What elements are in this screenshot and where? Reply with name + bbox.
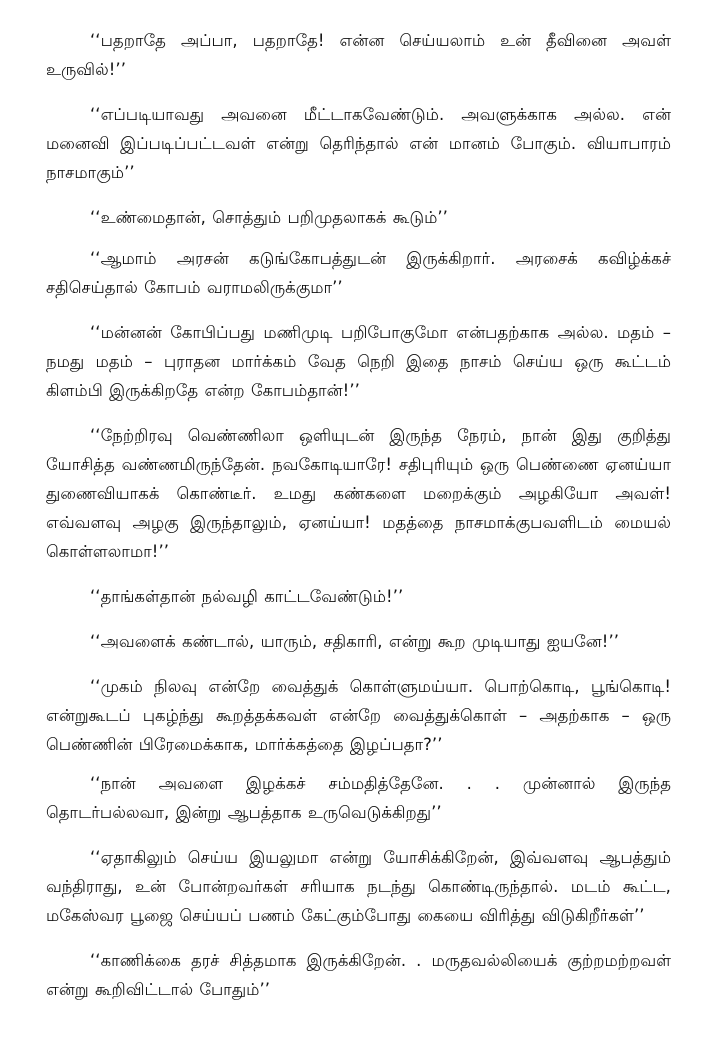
dialogue-paragraph: ‘‘மன்னன் கோபிப்பது மணிமுடி பறிபோகுமோ என்பதற்காக அல்ல. மதம் – நமது மதம் – புராதன மார்க்கம் வேத நெறி இதை நாசம் செய்ய ஒரு கூட்டம் கிளம்பி இருக்கிறதே என்ற கோபம்தான்!’’ xyxy=(46,323,671,400)
dialogue-paragraph: ‘‘தாங்கள்தான் நல்வழி காட்டவேண்டும்!’’ xyxy=(90,587,404,606)
dialogue-paragraph: ‘‘உண்மைதான், சொத்தும் பறிமுதலாகக் கூடும்’’ xyxy=(90,208,448,227)
dialogue-paragraph: ‘‘காணிக்கை தரச் சித்தமாக இருக்கிறேன். . மருதவல்லியைக் குற்றமற்றவள் என்று கூறிவிட்டால் போதும்’’ xyxy=(46,951,671,999)
dialogue-paragraph: ‘‘நேற்றிரவு வெண்ணிலா ஒளியுடன் இருந்த நேரம், நான் இது குறித்து யோசித்த வண்ணமிருந்தேன். நவகோடியாரே! சதிபுரியும் ஒரு பெண்ணை ஏனய்யா துணைவியாகக் கொண்டீர். உமது கண்களை மறைக்கும் அழகியோ அவள்! எவ்வளவு அழகு இருந்தாலும், ஏனய்யா! மதத்தை நாசமாக்குபவளிடம் மையல் கொள்ளலாமா!’’ xyxy=(46,426,671,561)
dialogue-paragraph: ‘‘ஆமாம் அரசன் கடுங்கோபத்துடன் இருக்கிறார். அரசைக் கவிழ்க்கச் சதிசெய்தால் கோபம் வராமலிருக்குமா’’ xyxy=(46,249,671,297)
dialogue-paragraph: ‘‘முகம் நிலவு என்றே வைத்துக் கொள்ளுமய்யா. பொற்கொடி, பூங்கொடி! என்றுகூடப் புகழ்ந்து கூறத்தக்கவள் என்றே வைத்துக்கொள் – அதற்காக – ஒரு பெண்ணின் பிரேமைக்காக, மார்க்கத்தை இழப்பதா?’’ xyxy=(46,677,671,754)
dialogue-paragraph: ‘‘நான் அவளை இழக்கச் சம்மதித்தேனே. . . முன்னால் இருந்த தொடர்பல்லவா, இன்று ஆபத்தாக உருவெடுக்கிறது’’ xyxy=(46,774,671,822)
dialogue-paragraph: ‘‘எப்படியாவது அவனை மீட்டாகவேண்டும். அவளுக்காக அல்ல. என் மனைவி இப்படிப்பட்டவள் என்று தெரிந்தால் என் மானம் போகும். வியாபாரம் நாசமாகும்’’ xyxy=(46,105,671,182)
dialogue-paragraph: ‘‘ஏதாகிலும் செய்ய இயலுமா என்று யோசிக்கிறேன், இவ்வளவு ஆபத்தும் வந்திராது, உன் போன்றவர்கள் சரியாக நடந்து கொண்டிருந்தால். மடம் கூட்ட, மகேஸ்வர பூஜை செய்யப் பணம் கேட்கும்போது கையை விரித்து விடுகிறீர்கள்’’ xyxy=(46,848,671,925)
dialogue-paragraph: ‘‘அவளைக் கண்டால், யாரும், சதிகாரி, என்று கூற முடியாது ஐயனே!’’ xyxy=(90,632,620,651)
dialogue-paragraph: ‘‘பதறாதே அப்பா, பதறாதே! என்ன செய்யலாம் உன் தீவினை அவள் உருவில்!’’ xyxy=(46,31,671,79)
